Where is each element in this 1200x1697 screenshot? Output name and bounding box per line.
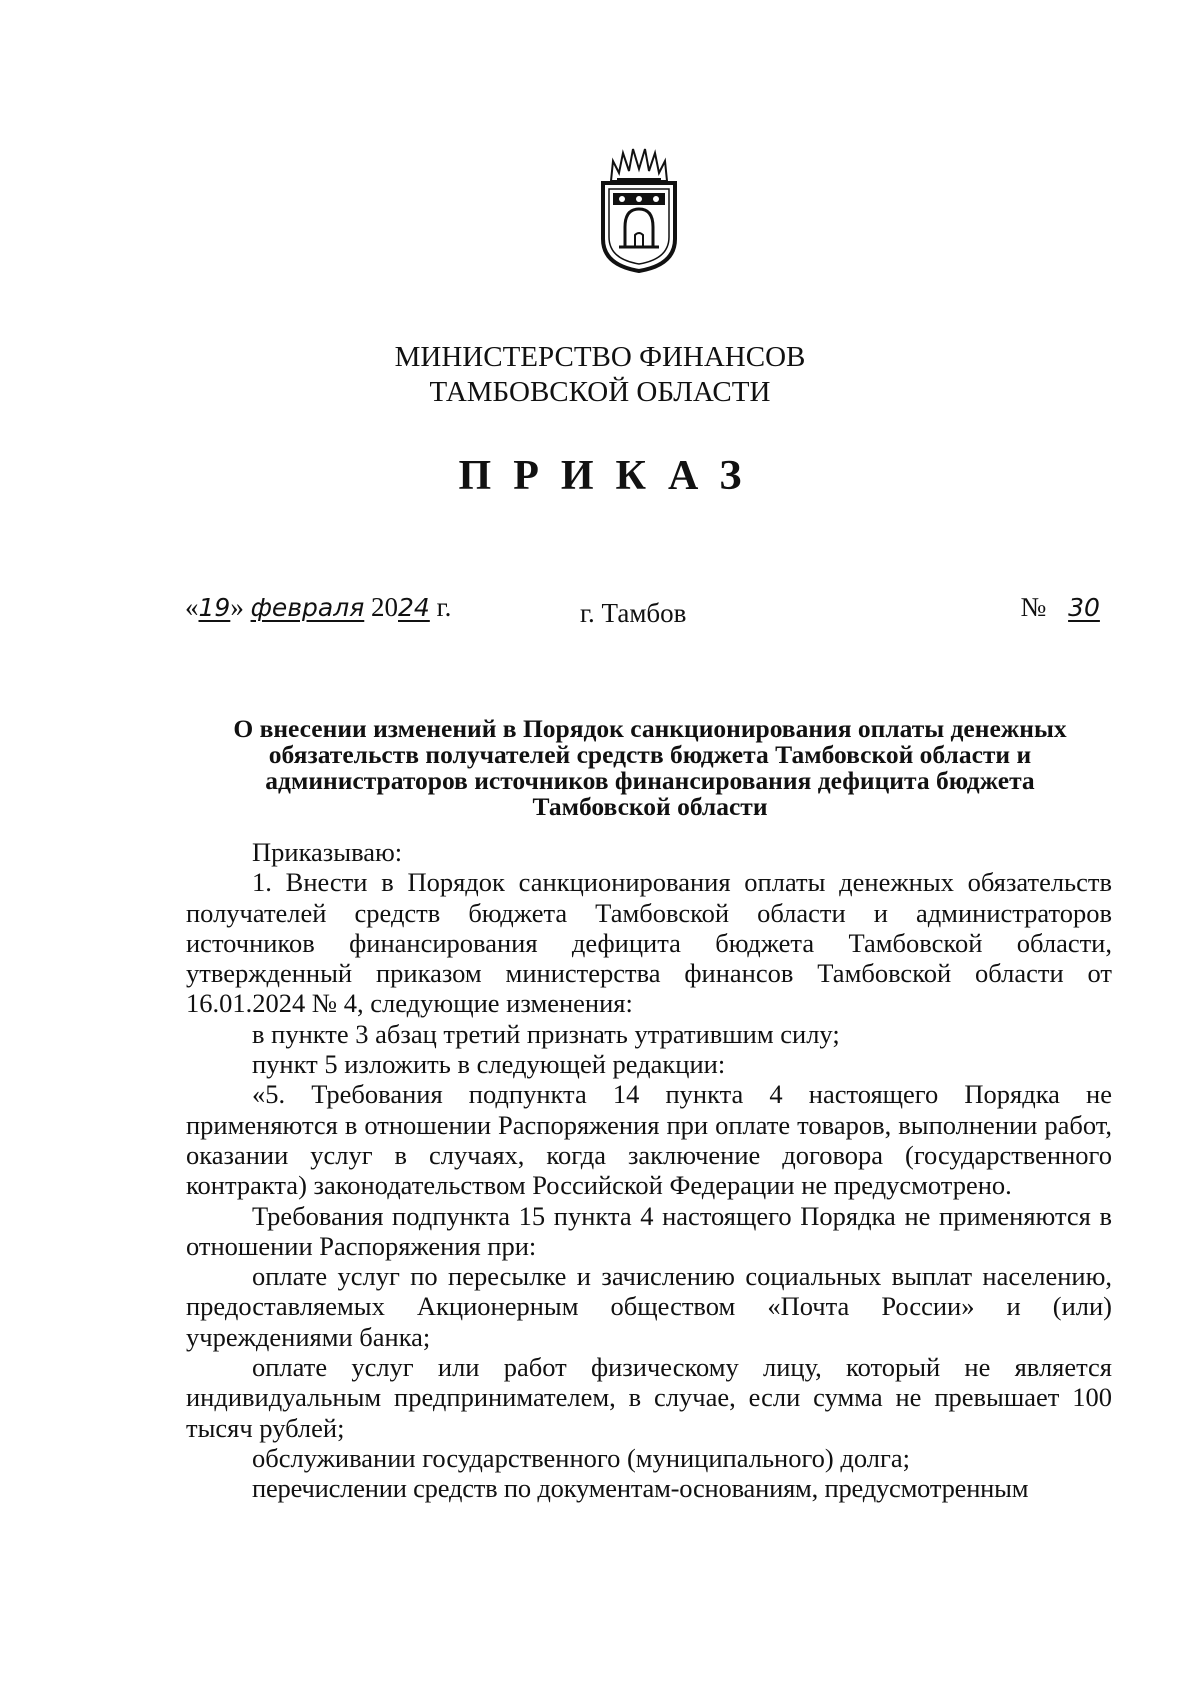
document-type-title: ПРИКАЗ xyxy=(458,453,764,499)
date-year-unit: г. xyxy=(436,592,452,622)
document-city: г. Тамбов xyxy=(580,598,687,628)
coat-of-arms-icon xyxy=(589,143,689,273)
clause-1: 1. Внести в Порядок санкционирования оплаты денежных обязательств получателей средств бюджета Тамбовской области и администраторов источников финансирования дефицита бюджета Тамбовской области, утвержденный приказом министерства финансов Тамбовской области от 16.01.2024 № 4, следующие изменения: xyxy=(186,867,1112,1019)
date-month: февраля xyxy=(250,593,365,622)
date-quote-close: » xyxy=(230,592,244,622)
subject-line-4: Тамбовской области xyxy=(532,792,768,821)
paragraph: оплате услуг по пересылке и зачислению социальных выплат населению, предоставляемых Акционерным обществом «Почта России» и (или) учреждениями банка; xyxy=(186,1261,1112,1352)
date-day: 19 xyxy=(198,593,231,622)
paragraph: оплате услуг или работ физическому лицу, который не является индивидуальным предпринимателем, в случае, если сумма не превышает 100 тысяч рублей; xyxy=(186,1352,1112,1443)
date-year-prefix: 20 xyxy=(371,592,399,622)
subject-line-1: О внесении изменений в Порядок санкционирования оплаты денежных xyxy=(233,714,1067,743)
document-body xyxy=(186,837,1112,1504)
paragraph: перечислении средств по документам-основаниям, предусмотренным xyxy=(252,1473,1029,1504)
paragraph: «5. Требования подпункта 14 пункта 4 настоящего Порядка не применяются в отношении Распоряжения при оплате товаров, выполнении работ, оказании услуг в случаях, когда заключение договора (государственного контракта) законодательством Российской Федерации не предусмотрено. xyxy=(186,1079,1112,1201)
paragraph: пункт 5 изложить в следующей редакции: xyxy=(252,1049,726,1080)
order-intro: Приказываю: xyxy=(252,837,403,867)
document-meta-row xyxy=(185,592,1115,632)
organization-name xyxy=(0,340,1200,410)
number-value: 30 xyxy=(1068,593,1100,622)
org-line-1: МИНИСТЕРСТВО ФИНАНСОВ xyxy=(394,341,806,373)
paragraph: Требования подпункта 15 пункта 4 настоящего Порядка не применяются в отношении Распоряжения при: xyxy=(186,1200,1112,1261)
document-number xyxy=(1020,592,1115,623)
number-label: № xyxy=(1020,592,1047,622)
paragraph: в пункте 3 абзац третий признать утратившим силу; xyxy=(252,1018,840,1049)
subject-line-3: администраторов источников финансирования дефицита бюджета xyxy=(265,766,1035,795)
subject-line-2: обязательств получателей средств бюджета Тамбовской области и xyxy=(268,740,1032,769)
paragraph: обслуживании государственного (муниципального) долга; xyxy=(252,1442,910,1473)
org-line-2: ТАМБОВСКОЙ ОБЛАСТИ xyxy=(429,376,771,408)
document-subject xyxy=(180,716,1120,820)
document-date xyxy=(185,592,451,623)
date-year-suffix: 24 xyxy=(398,593,430,622)
date-quote-open: « xyxy=(185,592,199,622)
